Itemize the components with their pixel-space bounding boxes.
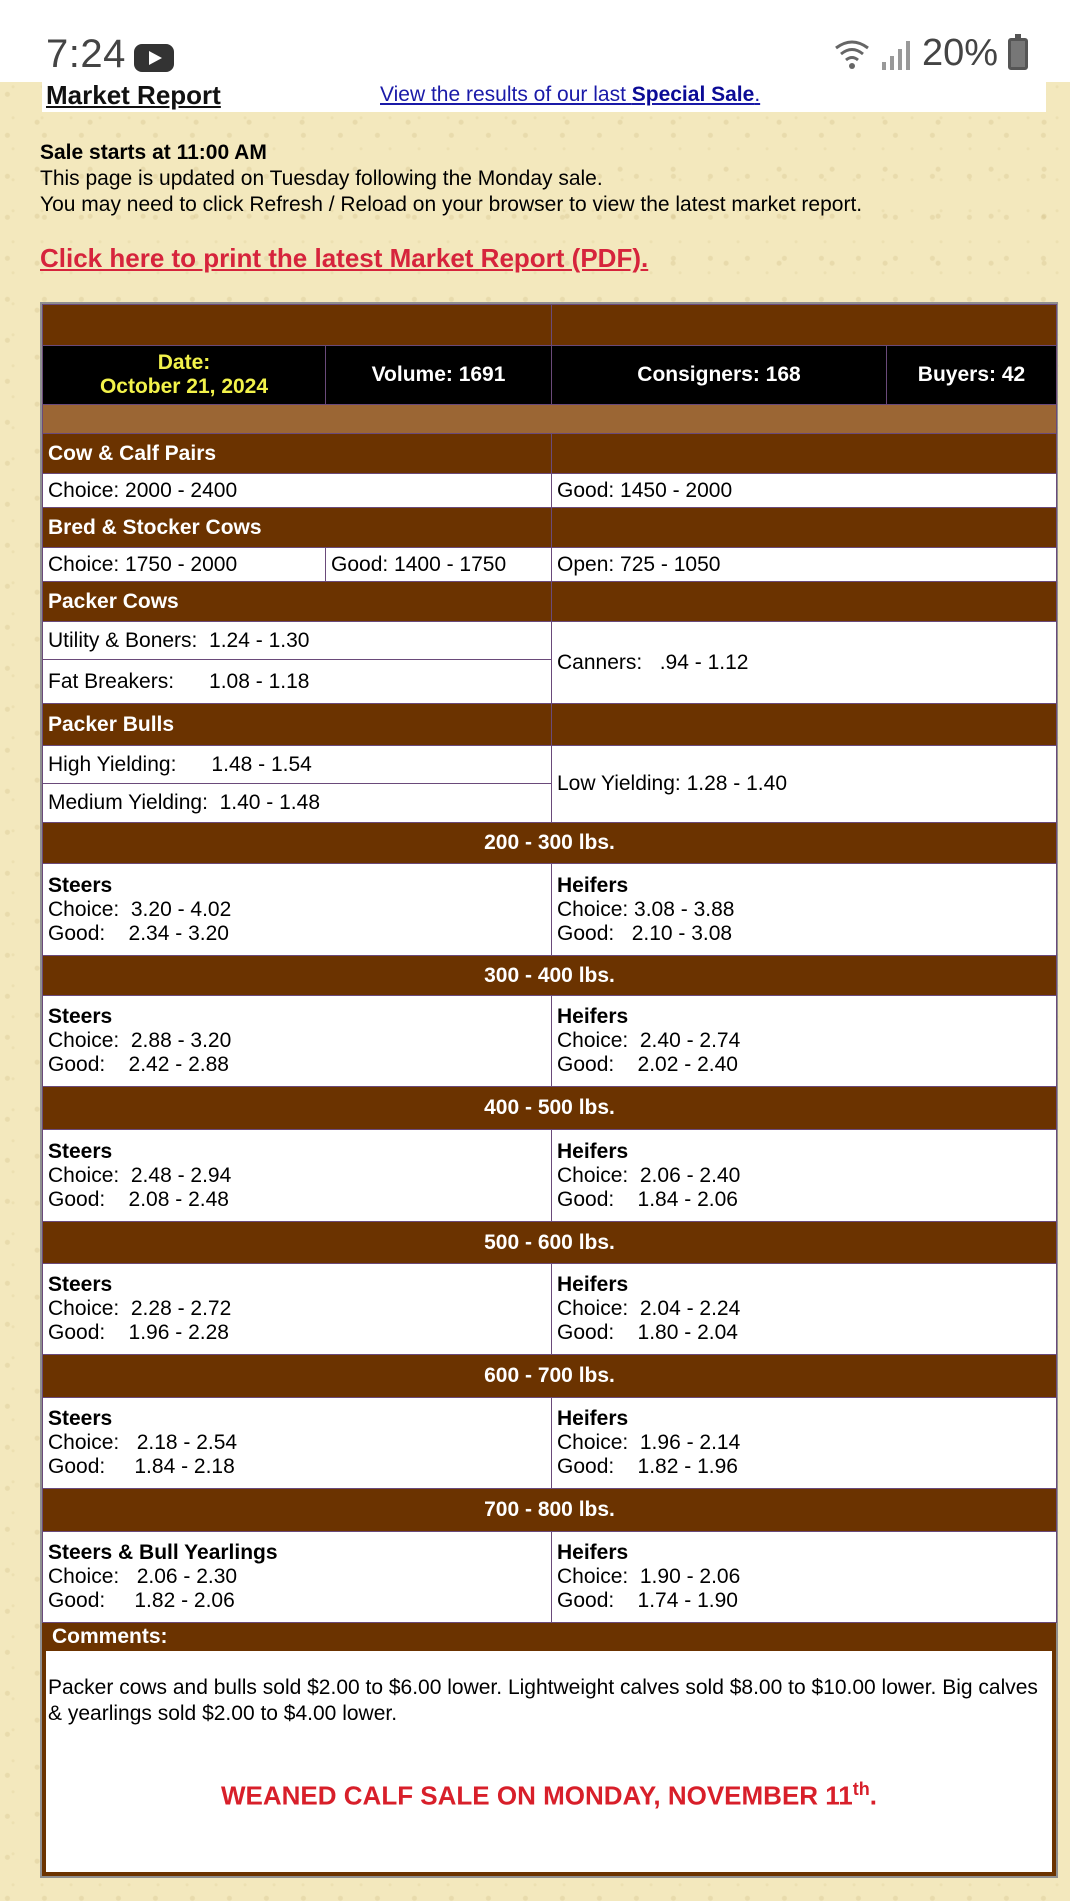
announcement-end: . [869, 1780, 878, 1811]
packer-cows-utility: Utility & Boners: 1.24 - 1.30 [43, 622, 552, 660]
steers-choice: Choice: 2.06 - 2.30 [48, 1565, 238, 1588]
comments-section [42, 1623, 1056, 1876]
weight-range-header [43, 956, 1057, 996]
cow-calf-good: Good: 1450 - 2000 [552, 474, 1057, 508]
weight-range-header [43, 1355, 1057, 1398]
announcement-text: WEANED CALF SALE ON MONDAY, NOVEMBER 11 [220, 1780, 853, 1811]
steers-title: Steers [48, 1407, 113, 1430]
weaned-calf-sale-announcement [46, 1779, 1052, 1812]
wifi-icon [834, 36, 870, 72]
section-header [43, 508, 1057, 548]
bred-stocker-choice: Choice: 1750 - 2000 [43, 548, 326, 582]
page-header [42, 82, 1046, 112]
steers-title: Steers [48, 1139, 113, 1163]
steers-prices [43, 1264, 552, 1355]
heifers-good: Good: 2.10 - 3.08 [557, 921, 733, 945]
steers-prices [43, 996, 552, 1087]
cow-calf-row [43, 474, 1057, 508]
heifers-prices [552, 1130, 1057, 1222]
steers-choice: Choice: 3.20 - 4.02 [48, 897, 232, 921]
steers-good: Good: 1.84 - 2.18 [48, 1455, 235, 1478]
status-time: 7:24 [46, 32, 126, 76]
weight-range-row [43, 1398, 1057, 1489]
heifers-choice: Choice: 2.40 - 2.74 [557, 1029, 741, 1052]
steers-prices [43, 864, 552, 956]
cow-calf-title: Cow & Calf Pairs [43, 434, 552, 474]
weight-range: 200 - 300 lbs. [43, 823, 1057, 864]
weight-range: 600 - 700 lbs. [43, 1355, 1057, 1398]
heifers-prices [552, 1264, 1057, 1355]
steers-choice: Choice: 2.48 - 2.94 [48, 1163, 232, 1187]
heifers-prices [552, 996, 1057, 1087]
top-bar-left [43, 305, 552, 346]
comments-title: Comments: [46, 1623, 1052, 1651]
heifers-choice: Choice: 1.96 - 2.14 [557, 1431, 741, 1454]
heifers-prices [552, 1532, 1057, 1623]
status-bar [0, 0, 1070, 82]
bred-stocker-row [43, 548, 1057, 582]
heifers-choice: Choice: 2.04 - 2.24 [557, 1297, 741, 1320]
steers-title: Steers [48, 873, 113, 897]
divider-bar [43, 405, 1057, 434]
packer-bulls-low: Low Yielding: 1.28 - 1.40 [552, 746, 1057, 823]
date-value: October 21, 2024 [99, 375, 269, 398]
battery-percent: 20% [921, 32, 998, 74]
update-note: This page is updated on Tuesday following the Monday sale. [40, 167, 603, 190]
packer-bulls-title: Packer Bulls [43, 704, 552, 746]
weight-range: 300 - 400 lbs. [43, 956, 1057, 996]
heifers-prices [552, 864, 1057, 956]
section-header-right [552, 704, 1057, 746]
steers-good: Good: 2.08 - 2.48 [48, 1187, 229, 1211]
steers-good: Good: 2.42 - 2.88 [48, 1053, 229, 1076]
section-header-right [552, 508, 1057, 548]
weight-range-row [43, 1130, 1057, 1222]
packer-bulls-medium: Medium Yielding: 1.40 - 1.48 [43, 784, 552, 823]
special-sale-link-prefix: View the results of our last [380, 83, 632, 106]
packer-bulls-row [43, 746, 1057, 784]
weight-range-row [43, 864, 1057, 956]
buyers: Buyers: 42 [887, 346, 1057, 405]
announcement-sup: th [852, 1779, 870, 1799]
summary-row [43, 346, 1057, 405]
section-header-right [552, 434, 1057, 474]
heifers-good: Good: 1.80 - 2.04 [557, 1321, 738, 1344]
table-top-bar [43, 305, 1057, 346]
steers-prices [43, 1532, 552, 1623]
bred-stocker-open: Open: 725 - 1050 [552, 548, 1057, 582]
consigners: Consigners: 168 [552, 346, 887, 405]
heifers-title: Heifers [557, 1273, 629, 1296]
section-header [43, 434, 1057, 474]
comments-text: Packer cows and bulls sold $2.00 to $6.00 lower. Lightweight calves sold $8.00 to $10.00 lower. Big calves & yearlings sold $2.00 to $4.00 lower. [48, 1676, 1038, 1725]
heifers-prices [552, 1398, 1057, 1489]
date-label: Date: [157, 351, 211, 374]
heifers-good: Good: 2.02 - 2.40 [557, 1053, 738, 1076]
packer-cows-fat: Fat Breakers: 1.08 - 1.18 [43, 660, 552, 704]
print-report-link[interactable]: Click here to print the latest Market Report (PDF). [40, 243, 649, 273]
bred-stocker-good: Good: 1400 - 1750 [326, 548, 552, 582]
weight-range-header [43, 823, 1057, 864]
weight-range: 700 - 800 lbs. [43, 1489, 1057, 1532]
section-header-right [552, 582, 1057, 622]
heifers-title: Heifers [557, 873, 629, 897]
section-header [43, 704, 1057, 746]
weight-range-header [43, 1489, 1057, 1532]
special-sale-link-bold: Special Sale [631, 83, 755, 106]
weight-range-row [43, 1532, 1057, 1623]
weight-range: 500 - 600 lbs. [43, 1222, 1057, 1264]
heifers-title: Heifers [557, 1407, 629, 1430]
volume: Volume: 1691 [326, 346, 552, 405]
sale-date [43, 346, 326, 405]
page-title: Market Report [46, 80, 221, 110]
bred-stocker-title: Bred & Stocker Cows [43, 508, 552, 548]
status-icons [834, 32, 1028, 75]
heifers-good: Good: 1.74 - 1.90 [557, 1589, 738, 1612]
youtube-notification-icon [134, 44, 174, 72]
heifers-title: Heifers [557, 1541, 629, 1564]
weight-range-header [43, 1222, 1057, 1264]
market-report-table [40, 302, 1058, 1878]
steers-prices [43, 1130, 552, 1222]
intro-text [40, 140, 862, 218]
cow-calf-choice: Choice: 2000 - 2400 [43, 474, 552, 508]
heifers-good: Good: 1.84 - 2.06 [557, 1187, 738, 1211]
heifers-choice: Choice: 3.08 - 3.88 [557, 897, 735, 921]
steers-choice: Choice: 2.18 - 2.54 [48, 1431, 238, 1454]
steers-good: Good: 1.82 - 2.06 [48, 1589, 235, 1612]
section-header [43, 582, 1057, 622]
heifers-title: Heifers [557, 1139, 629, 1163]
battery-icon [1008, 38, 1028, 70]
steers-title: Steers [48, 1005, 113, 1028]
refresh-note: You may need to click Refresh / Reload on your browser to view the latest market report. [40, 193, 863, 216]
steers-title: Steers & Bull Yearlings [48, 1541, 278, 1564]
signal-icon [880, 36, 912, 72]
steers-title: Steers [48, 1273, 113, 1296]
packer-cows-row [43, 622, 1057, 660]
special-sale-link-suffix: . [754, 83, 761, 106]
heifers-choice: Choice: 1.90 - 2.06 [557, 1565, 741, 1588]
packer-bulls-high: High Yielding: 1.48 - 1.54 [43, 746, 552, 784]
steers-prices [43, 1398, 552, 1489]
steers-choice: Choice: 2.28 - 2.72 [48, 1297, 232, 1320]
heifers-title: Heifers [557, 1005, 629, 1028]
weight-range-row [43, 1264, 1057, 1355]
packer-cows-title: Packer Cows [43, 582, 552, 622]
packer-cows-canners: Canners: .94 - 1.12 [552, 622, 1057, 704]
steers-good: Good: 1.96 - 2.28 [48, 1321, 229, 1344]
steers-good: Good: 2.34 - 3.20 [48, 921, 229, 945]
steers-choice: Choice: 2.88 - 3.20 [48, 1029, 232, 1052]
divider-row [43, 405, 1057, 434]
heifers-good: Good: 1.82 - 1.96 [557, 1455, 738, 1478]
weight-range-row [43, 996, 1057, 1087]
heifers-choice: Choice: 2.06 - 2.40 [557, 1163, 741, 1187]
weight-range-header [43, 1087, 1057, 1130]
top-bar-right [552, 305, 1057, 346]
weight-range: 400 - 500 lbs. [43, 1087, 1057, 1130]
special-sale-link[interactable] [380, 83, 760, 107]
sale-start-time: Sale starts at 11:00 AM [40, 141, 267, 164]
